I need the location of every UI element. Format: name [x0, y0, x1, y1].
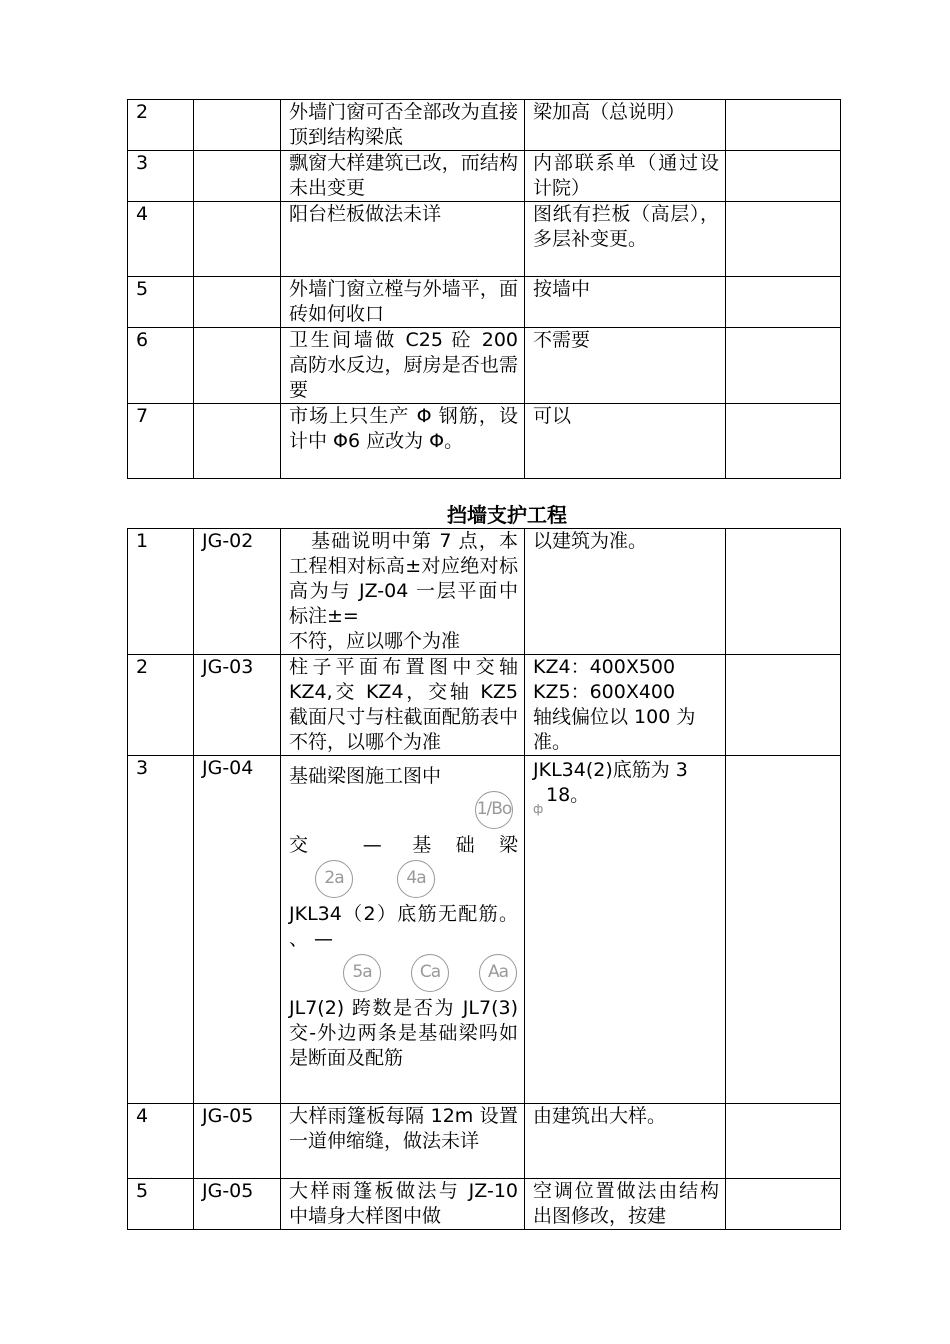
section-title: 挡墙支护工程	[447, 503, 567, 527]
table-row	[128, 328, 841, 404]
row-number: 5	[128, 1179, 194, 1230]
table-row	[128, 1104, 841, 1179]
question-cell	[281, 756, 525, 1104]
answer-cell: 内部联系单（通过设计院）	[525, 151, 726, 202]
answer-line: 轴线偏位以 100 为准。	[533, 706, 696, 753]
question-text: 交 — 基础梁	[289, 834, 518, 856]
row-number: 5	[128, 277, 194, 328]
remark-cell	[726, 100, 841, 151]
remark-cell	[726, 202, 841, 277]
row-number: 3	[128, 151, 194, 202]
question-cell	[281, 529, 525, 655]
question-cell: 市场上只生产 Φ 钢筋，设计中 Φ6 应改为 Φ。	[281, 404, 525, 479]
drawing-code: JG-05	[194, 1179, 281, 1230]
table-row	[128, 151, 841, 202]
table-row	[128, 655, 841, 756]
answer-cell	[525, 655, 726, 756]
table-row	[128, 1179, 841, 1230]
row-number: 6	[128, 328, 194, 404]
drawing-code	[194, 404, 281, 479]
answer-cell: 图纸有拦板（高层），多层补变更。	[525, 202, 726, 277]
answer-cell: 梁加高（总说明）	[525, 100, 726, 151]
row-number: 1	[128, 529, 194, 655]
answer-cell: 可以	[525, 404, 726, 479]
drawing-code: JG-02	[194, 529, 281, 655]
remark-cell	[726, 756, 841, 1104]
table-row	[128, 756, 841, 1104]
qa-table-2	[127, 528, 841, 1230]
row-number: 2	[128, 100, 194, 151]
answer-cell: 由建筑出大样。	[525, 1104, 726, 1179]
row-number: 3	[128, 756, 194, 1104]
axis-marker: Ca	[411, 954, 449, 992]
answer-line: KZ5：600X400	[533, 681, 676, 703]
axis-marker: 5a	[343, 954, 381, 992]
remark-cell	[726, 655, 841, 756]
table-row	[128, 202, 841, 277]
remark-cell	[726, 529, 841, 655]
question-cell: 外墙门窗立樘与外墙平，面砖如何收口	[281, 277, 525, 328]
drawing-code	[194, 277, 281, 328]
drawing-code	[194, 202, 281, 277]
drawing-code: JG-04	[194, 756, 281, 1104]
answer-cell	[525, 756, 726, 1104]
axis-marker: Aa	[479, 954, 517, 992]
drawing-code	[194, 328, 281, 404]
drawing-code	[194, 151, 281, 202]
remark-cell	[726, 1179, 841, 1230]
answer-line: KZ4：400X500	[533, 656, 676, 678]
table-row	[128, 100, 841, 151]
table-row	[128, 277, 841, 328]
remark-cell	[726, 404, 841, 479]
axis-marker: 4a	[397, 860, 435, 898]
answer-line: JKL34(2)底筋为 3	[533, 759, 688, 781]
remark-cell	[726, 1104, 841, 1179]
axis-marker: 2a	[315, 860, 353, 898]
question-cell: 大样雨篷板每隔 12m 设置一道伸缩缝，做法未详	[281, 1104, 525, 1179]
question-cell: 外墙门窗可否全部改为直接顶到结构梁底	[281, 100, 525, 151]
question-text: 基础说明中第 7 点，本工程相对标高±对应绝对标高为与 JZ-04 一层平面中标注±=	[289, 530, 518, 627]
answer-cell: 以建筑为准。	[525, 529, 726, 655]
remark-cell	[726, 277, 841, 328]
answer-cell: 空调位置做法由结构出图修改，按建	[525, 1179, 726, 1230]
row-number: 2	[128, 655, 194, 756]
drawing-code: JG-03	[194, 655, 281, 756]
axis-marker: 1/Bo	[475, 791, 513, 829]
question-cell: 飘窗大样建筑已改，而结构未出变更	[281, 151, 525, 202]
question-cell: 卫生间墙做 C25 砼 200 高防水反边，厨房是否也需要	[281, 328, 525, 404]
row-number: 7	[128, 404, 194, 479]
question-cell: 大样雨篷板做法与 JZ-10 中墙身大样图中做	[281, 1179, 525, 1230]
question-text: 基础梁图施工图中	[289, 765, 442, 787]
question-cell: 柱子平面布置图中交轴 KZ4,交 KZ4，交轴 KZ5 截面尺寸与柱截面配筋表中不符，以哪个为准	[281, 655, 525, 756]
question-text: JL7(2) 跨数是否为 JL7(3)交-外边两条是基础梁吗如是断面及配筋	[289, 997, 518, 1069]
table-row	[128, 529, 841, 655]
question-cell: 阳台栏板做法未详	[281, 202, 525, 277]
row-number: 4	[128, 1104, 194, 1179]
qa-table-1	[127, 99, 841, 479]
remark-cell	[726, 151, 841, 202]
answer-cell: 不需要	[525, 328, 726, 404]
drawing-code	[194, 100, 281, 151]
rebar-symbol: ф	[533, 802, 544, 816]
table-row	[128, 404, 841, 479]
answer-cell: 按墙中	[525, 277, 726, 328]
drawing-code: JG-05	[194, 1104, 281, 1179]
question-text: 不符，应以哪个为准	[289, 630, 461, 652]
question-text: JKL34（2）底筋无配筋。 、 —	[289, 903, 518, 950]
remark-cell	[726, 328, 841, 404]
row-number: 4	[128, 202, 194, 277]
answer-line: 18。	[546, 784, 590, 806]
